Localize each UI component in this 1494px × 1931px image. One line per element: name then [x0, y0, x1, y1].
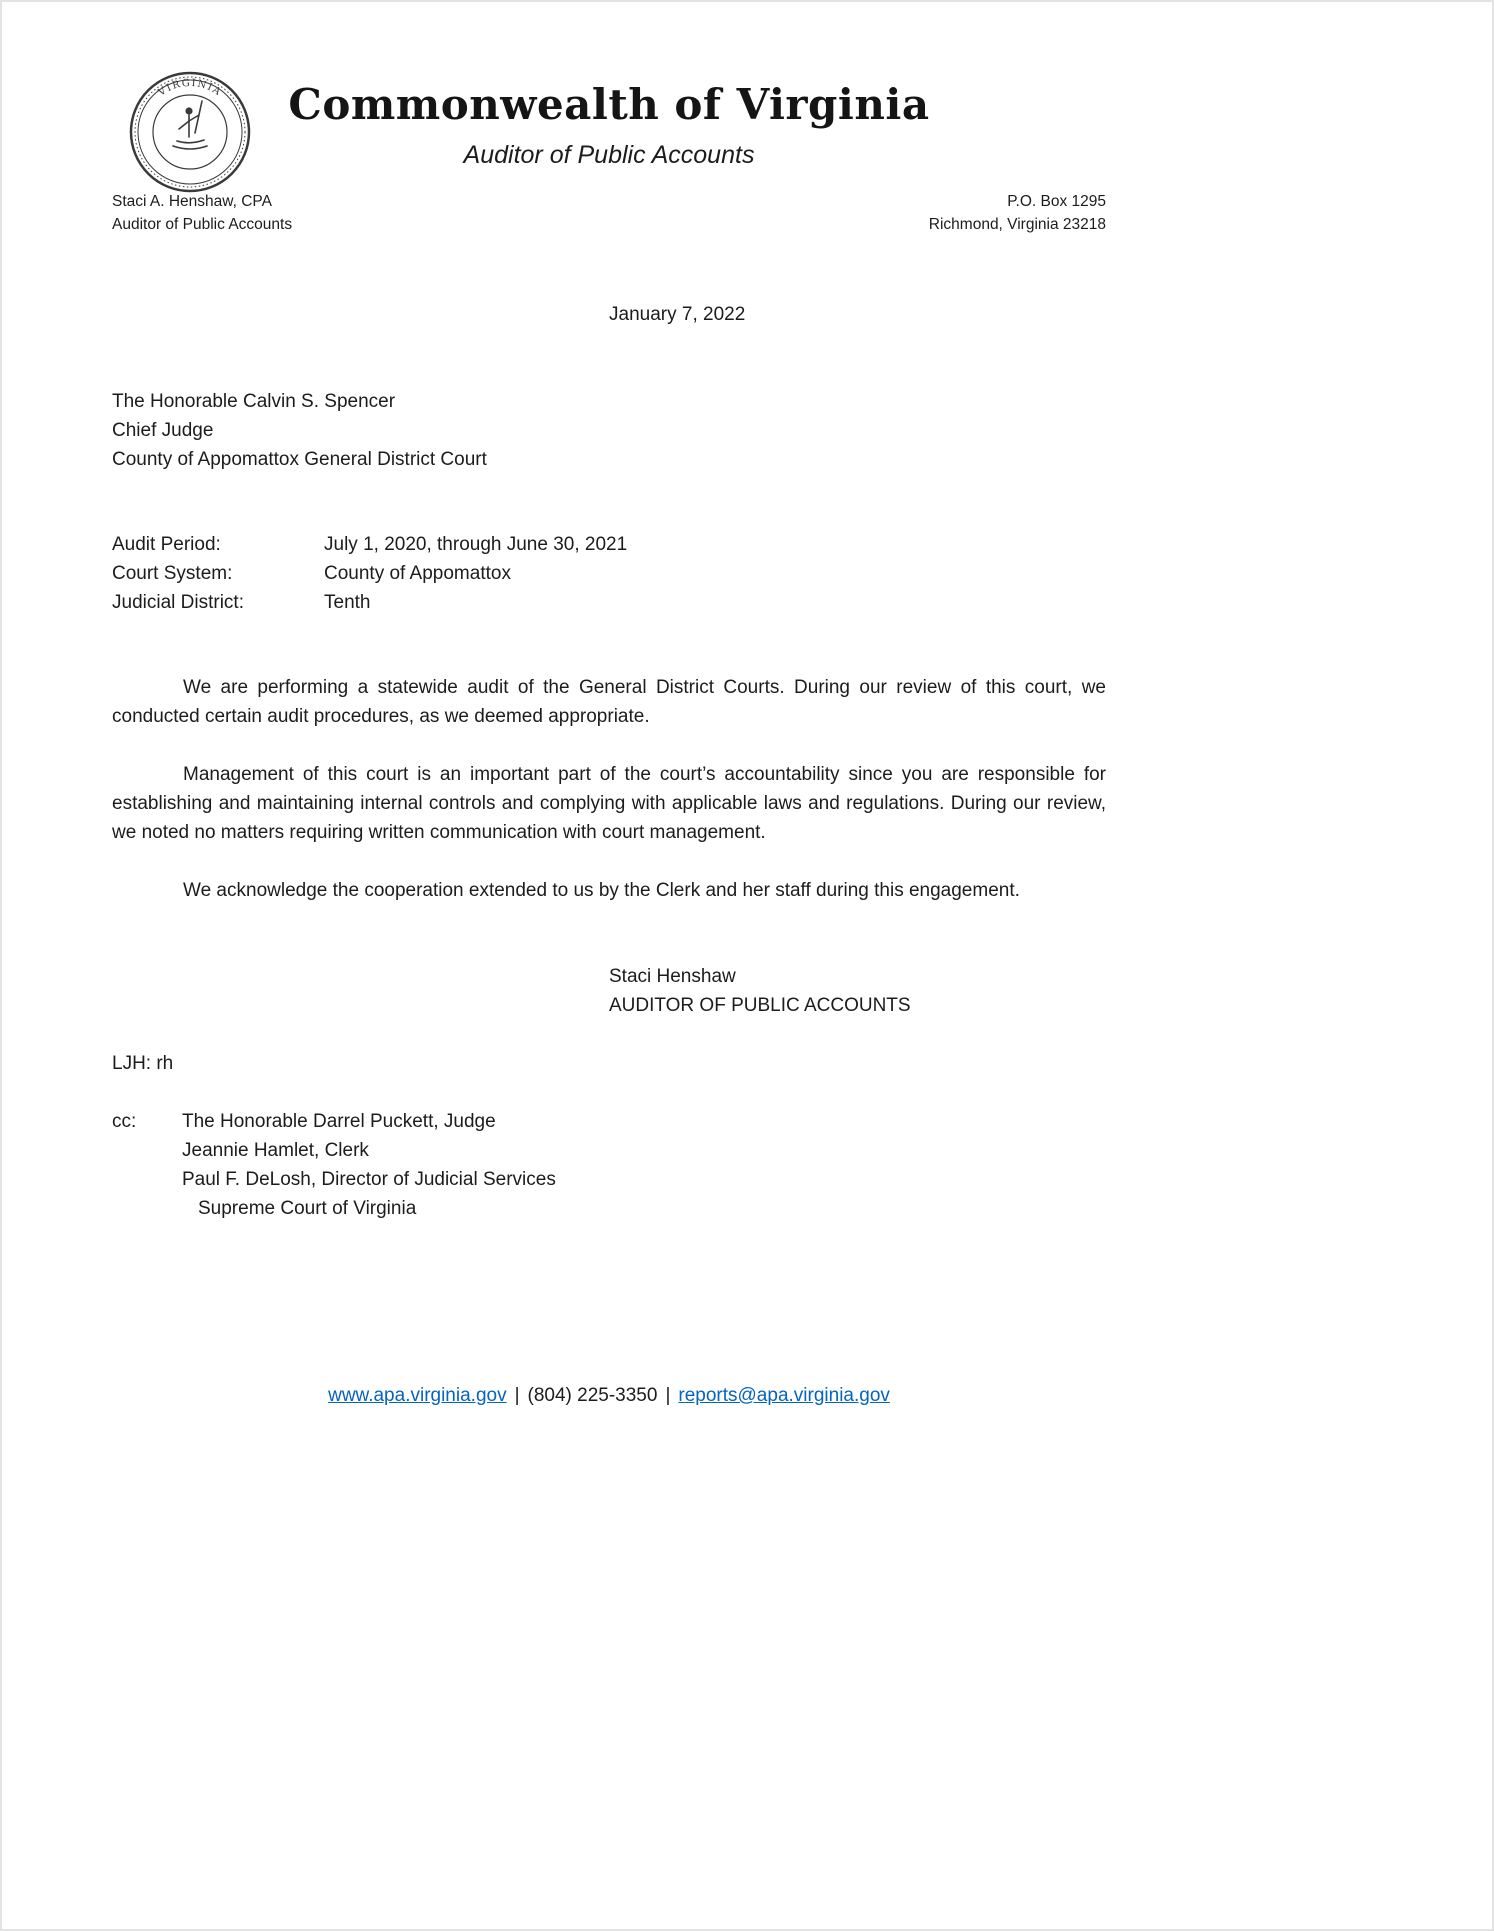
website-link[interactable]: www.apa.virginia.gov: [328, 1385, 507, 1406]
letter-body: [112, 673, 1106, 905]
letter-date: January 7, 2022: [609, 304, 746, 325]
seal-top-text: VIRGINIA: [156, 77, 224, 99]
audit-row-judicial-district: [112, 588, 1106, 617]
signature-block: [609, 962, 1106, 1020]
audit-row-court-system: [112, 559, 1106, 588]
cc-block: [112, 1107, 1106, 1223]
reference-initials: LJH: rh: [112, 1053, 174, 1074]
auditor-title: Auditor of Public Accounts: [112, 216, 293, 233]
city-state-zip: Richmond, Virginia 23218: [928, 216, 1106, 233]
virginia-seal-icon: [128, 70, 252, 194]
footer-separator: |: [665, 1385, 671, 1406]
letterhead-address-block: [929, 190, 1106, 236]
letterhead-title: Commonwealth of Virginia: [288, 80, 930, 129]
paragraph-2: Management of this court is an important part of the court’s accountability since you are responsible for establishing and maintaining internal controls and complying with applicable laws and regulations. During our review, we noted no matters requiring written communication with court management.: [112, 764, 1106, 843]
letterhead-subtitle: Auditor of Public Accounts: [463, 141, 755, 169]
letterhead-contact-row: [112, 190, 1106, 236]
recipient-title: Chief Judge: [112, 420, 214, 441]
cc-label: cc:: [112, 1111, 137, 1132]
footer-phone: (804) 225-3350: [527, 1385, 658, 1406]
auditor-name: Staci A. Henshaw, CPA: [112, 193, 272, 210]
letter-content: [112, 68, 1106, 1410]
letterhead: [112, 68, 1106, 236]
po-box: P.O. Box 1295: [1007, 193, 1106, 210]
court-system-label: Court System:: [112, 563, 233, 584]
letterhead-auditor-block: [112, 190, 292, 236]
recipient-name: The Honorable Calvin S. Spencer: [112, 391, 396, 412]
cc-entry: The Honorable Darrel Puckett, Judge: [182, 1111, 496, 1132]
paragraph-3: We acknowledge the cooperation extended to us by the Clerk and her staff during this engagement.: [183, 880, 1020, 901]
footer-separator: |: [514, 1385, 520, 1406]
cc-entry-sub: Supreme Court of Virginia: [198, 1198, 417, 1219]
paragraph-1: We are performing a statewide audit of the General District Courts. During our review of this court, we conducted certain audit procedures, as we deemed appropriate.: [112, 677, 1106, 727]
court-system-value: County of Appomattox: [324, 563, 511, 584]
cc-entry: Paul F. DeLosh, Director of Judicial Services: [182, 1169, 556, 1190]
email-link[interactable]: reports@apa.virginia.gov: [678, 1385, 890, 1406]
judicial-district-label: Judicial District:: [112, 592, 244, 613]
recipient-court: County of Appomattox General District Court: [112, 449, 487, 470]
cc-entry: Jeannie Hamlet, Clerk: [182, 1140, 369, 1161]
audit-period-label: Audit Period:: [112, 534, 221, 555]
audit-row-period: [112, 530, 1106, 559]
cc-entries: [182, 1107, 556, 1223]
audit-info: [112, 530, 1106, 617]
judicial-district-value: Tenth: [324, 592, 371, 613]
audit-period-value: July 1, 2020, through June 30, 2021: [324, 534, 628, 555]
signature-name: Staci Henshaw: [609, 966, 736, 987]
footer: [112, 1381, 1106, 1410]
recipient-block: [112, 387, 1106, 474]
signature-title: AUDITOR OF PUBLIC ACCOUNTS: [609, 995, 911, 1016]
